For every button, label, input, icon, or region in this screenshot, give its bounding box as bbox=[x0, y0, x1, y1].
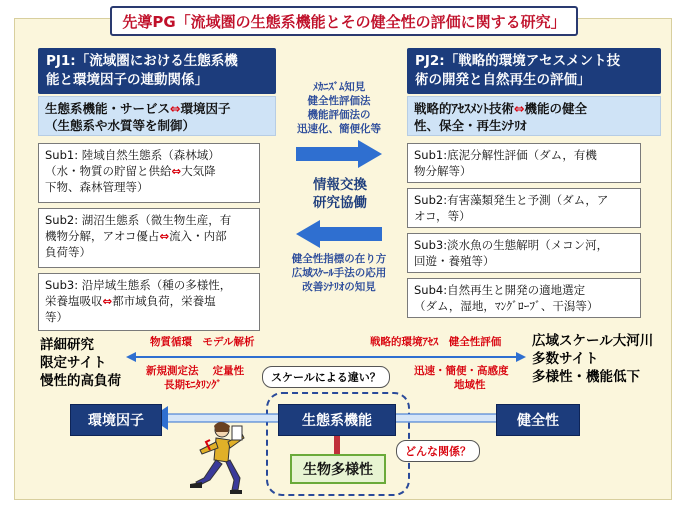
scale-question-bubble: スケールによる違い？ bbox=[262, 366, 390, 388]
pj2-sub-line2: 性、保全・再生ｼﾅﾘｵ bbox=[414, 118, 527, 133]
pj1-sub-left: 生態系機能・サービス bbox=[45, 101, 171, 116]
right-method-text: 戦略的環境ｱｾｽ 健全性評価 bbox=[370, 336, 502, 348]
card-text: 都市域負荷，栄養塩 bbox=[112, 294, 216, 308]
eco-function-box: 生態系機能 bbox=[278, 404, 396, 436]
pj1-sub-arrow: ⇔ bbox=[170, 101, 181, 116]
right-scale-labels bbox=[532, 332, 653, 386]
pj1-sub2-card bbox=[38, 208, 260, 268]
card-line: 負荷等） bbox=[45, 245, 91, 259]
pj1-sub-line2: （生態系や水質等を制御） bbox=[45, 118, 196, 133]
walking-person-icon bbox=[180, 420, 252, 496]
connector-bar bbox=[334, 436, 340, 454]
card-line: Sub2: 湖沼生態系（微生物生産，有 bbox=[45, 213, 232, 227]
card-text: 大気降 bbox=[181, 164, 216, 178]
pj2-header bbox=[407, 48, 661, 94]
left-arrow-icon bbox=[296, 220, 384, 248]
pj1-header-line2: 能と環境因子の連動関係」 bbox=[46, 72, 208, 88]
right-scale-label: 広域スケール大河川 bbox=[532, 333, 654, 349]
pj2-sub4-card bbox=[407, 278, 641, 318]
card-arrow: ⇔ bbox=[159, 229, 170, 243]
pj2-sub2-card bbox=[407, 188, 641, 228]
left-scale-label: 慢性的高負荷 bbox=[40, 373, 121, 389]
pj1-sub3-card bbox=[38, 273, 260, 331]
left-scale-labels bbox=[40, 336, 121, 390]
scale-double-arrow-icon bbox=[126, 350, 526, 364]
pj1-subheader bbox=[38, 96, 276, 136]
pj2-sub-arrow: ⇔ bbox=[514, 101, 525, 116]
pj2-sub-right: 機能の健全 bbox=[524, 101, 588, 116]
card-line: オコ，等） bbox=[414, 209, 471, 223]
pj2-sub1-card bbox=[407, 143, 641, 183]
card-line: 物分解等） bbox=[414, 164, 472, 178]
card-line: Sub3:淡水魚の生態解明（メコン河， bbox=[414, 238, 609, 252]
card-line: Sub2:有害藻類発生と予測（ダム，ア bbox=[414, 193, 609, 207]
left-monitoring-text: 長期ﾓﾆﾀﾘﾝｸﾞ bbox=[164, 379, 222, 391]
biodiversity-box: 生物多様性 bbox=[290, 454, 386, 484]
middle-line: ﾒｶﾆｽﾞﾑ知見 bbox=[312, 81, 366, 93]
card-arrow: ⇔ bbox=[102, 294, 113, 308]
pj2-header-line2: 術の開発と自然再生の評価」 bbox=[415, 72, 591, 88]
card-text: （水・物質の貯留と供給 bbox=[45, 164, 172, 178]
card-line: 等） bbox=[45, 310, 68, 324]
env-factor-box: 環境因子 bbox=[70, 404, 162, 436]
middle-top-text bbox=[280, 80, 398, 136]
middle-line: 広域ｽｹｰﾙ手法の応用 bbox=[291, 267, 387, 279]
middle-line: 改善ｼﾅﾘｵの知見 bbox=[302, 281, 376, 293]
pj1-sub1-card bbox=[38, 143, 260, 203]
middle-line: 健全性評価法 bbox=[307, 95, 371, 107]
right-regional-text: 地域性 bbox=[454, 379, 486, 391]
pj1-sub-right: 環境因子 bbox=[180, 101, 231, 116]
left-method-text: 物質循環 モデル解析 bbox=[150, 336, 255, 348]
card-text: 機物分解，アオコ優占 bbox=[45, 229, 160, 243]
health-box: 健全性 bbox=[496, 404, 580, 436]
card-arrow: ⇔ bbox=[171, 164, 182, 178]
pj2-sub3-card bbox=[407, 233, 641, 273]
pj2-header-line1: PJ2:「戦略的環境アセスメント技 bbox=[415, 53, 621, 69]
left-measure-text: 新規測定法 定量性 bbox=[146, 365, 245, 377]
middle-center-line: 情報交換 bbox=[313, 177, 367, 193]
card-text: 栄養塩吸収 bbox=[45, 294, 103, 308]
middle-line: 機能評価法の bbox=[307, 109, 371, 121]
pj2-subheader bbox=[407, 96, 661, 136]
right-scale-label: 多数サイト bbox=[532, 351, 599, 367]
card-line: 回遊・養殖等） bbox=[414, 254, 495, 268]
card-line: Sub1:底泥分解性評価（ダム，有機 bbox=[414, 148, 597, 162]
middle-bottom-text bbox=[280, 252, 398, 294]
right-rapid-text: 迅速・簡便・高感度 bbox=[414, 365, 509, 377]
card-line: Sub3: 沿岸域生態系（種の多様性， bbox=[45, 278, 232, 292]
card-line: Sub4:自然再生と開発の適地選定 bbox=[414, 283, 586, 297]
middle-center-line: 研究協働 bbox=[313, 195, 367, 211]
left-scale-label: 限定サイト bbox=[40, 355, 107, 371]
page-title: 先導PG「流域圏の生態系機能とその健全性の評価に関する研究」 bbox=[110, 6, 578, 36]
pj1-header bbox=[38, 48, 276, 94]
card-line: Sub1: 陸域自然生態系（森林域） bbox=[45, 148, 220, 162]
card-line: （ダム，湿地，ﾏﾝｸﾞﾛｰﾌﾞ、干潟等） bbox=[414, 299, 599, 313]
relation-question-bubble: どんな関係？ bbox=[396, 440, 480, 462]
card-line: 下物、森林管理等） bbox=[45, 180, 149, 194]
middle-center-text bbox=[290, 176, 390, 212]
right-arrow-icon bbox=[296, 140, 384, 168]
middle-line: 健全性指標の在り方 bbox=[291, 253, 387, 265]
middle-line: 迅速化、簡便化等 bbox=[297, 123, 381, 135]
pj2-sub-left: 戦略的ｱｾｽﾒﾝﾄ技術 bbox=[414, 101, 515, 116]
card-text: 流入・内部 bbox=[169, 229, 227, 243]
left-scale-label: 詳細研究 bbox=[40, 337, 94, 353]
pj1-header-line1: PJ1:「流域圏における生態系機 bbox=[46, 53, 238, 69]
right-scale-label: 多様性・機能低下 bbox=[532, 369, 640, 385]
